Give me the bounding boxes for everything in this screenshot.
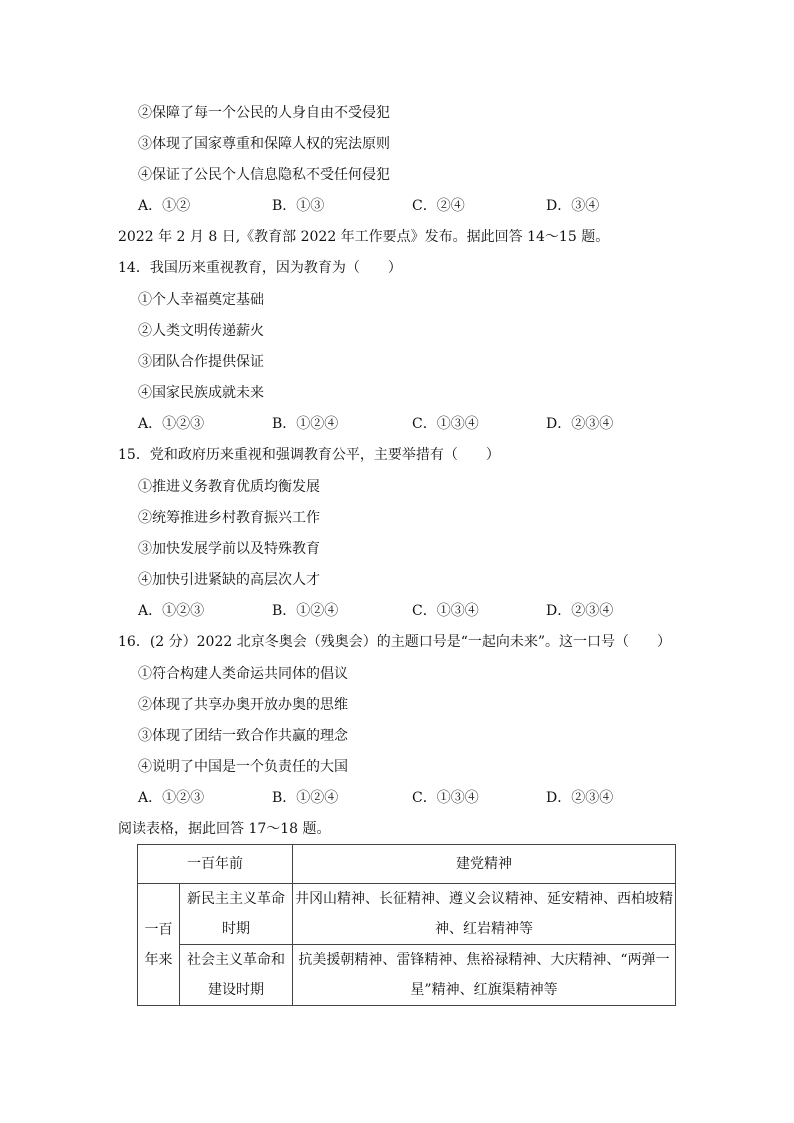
q14-option-1: ①个人幸福奠定基础 [138,292,264,308]
table-group-label: 一百年来 [138,884,180,1006]
q16-choice-b[interactable]: B．①②④ [272,790,339,806]
q16-option-3: ③体现了团结一致合作共赢的理念 [138,728,348,744]
table-spirit: 井冈山精神、长征精神、遵义会议精神、延安精神、西柏坡精神、红岩精神等 [293,884,676,945]
q13-choice-b[interactable]: B．①③ [272,198,325,214]
q13-choices [138,196,658,216]
q13-option-2: ②保障了每一个公民的人身自由不受侵犯 [138,105,390,121]
q14-choice-c[interactable]: C．①③④ [412,416,479,432]
q16-option-4: ④说明了中国是一个负责任的大国 [138,759,348,775]
table-header-right: 建党精神 [293,845,676,884]
intro-14-15: 2022 年 2 月 8 日,《教育部 2022 年工作要点》发布。据此回答 14～15 题。 [118,229,610,245]
q14-option-4: ④国家民族成就未来 [138,385,264,401]
q15-choice-d[interactable]: D．②③④ [546,603,614,619]
q13-option-4: ④保证了公民个人信息隐私不受任何侵犯 [138,167,390,183]
q14-choice-d[interactable]: D．②③④ [546,416,614,432]
table-row [138,945,676,1006]
q15-choice-a[interactable]: A．①②③ [138,603,205,619]
q14-choices [138,414,658,434]
table-period: 新民主主义革命时期 [180,884,293,945]
q14-choice-b[interactable]: B．①②④ [272,416,339,432]
q16-option-2: ②体现了共享办奥开放办奥的思维 [138,697,348,713]
q15-choice-c[interactable]: C．①③④ [412,603,479,619]
table-header-left: 一百年前 [138,845,293,884]
q15-option-4: ④加快引进紧缺的高层次人才 [138,572,320,588]
q14-option-3: ③团队合作提供保证 [138,354,264,370]
intro-17-18: 阅读表格，据此回答 17～18 题。 [118,821,331,837]
q15-option-2: ②统筹推进乡村教育振兴工作 [138,510,320,526]
table-header-row [138,845,676,884]
party-spirit-table [137,844,676,1006]
q13-choice-a[interactable]: A．①② [138,198,191,214]
q13-choice-d[interactable]: D．③④ [546,198,600,214]
q16-choice-d[interactable]: D．②③④ [546,790,614,806]
q14-stem: 14．我国历来重视教育，因为教育为（ ） [118,260,402,276]
q15-choice-b[interactable]: B．①②④ [272,603,339,619]
q16-choice-a[interactable]: A．①②③ [138,790,205,806]
q15-stem: 15．党和政府历来重视和强调教育公平，主要举措有（ ） [118,447,500,463]
q13-option-3: ③体现了国家尊重和保障人权的宪法原则 [138,136,390,152]
q16-choices [138,788,658,808]
q16-option-1: ①符合构建人类命运共同体的倡议 [138,666,348,682]
q13-choice-c[interactable]: C．②④ [412,198,465,214]
table-spirit: 抗美援朝精神、雷锋精神、焦裕禄精神、大庆精神、“两弹一星”精神、红旗渠精神等 [293,945,676,1006]
q14-choice-a[interactable]: A．①②③ [138,416,205,432]
table-row [138,884,676,945]
q15-choices [138,601,658,621]
q14-option-2: ②人类文明传递薪火 [138,323,264,339]
table-period: 社会主义革命和建设时期 [180,945,293,1006]
q16-stem: 16．(2 分）2022 北京冬奥会（残奥会）的主题口号是“一起向未来”。这一口号（ ） [118,634,672,650]
q15-option-3: ③加快发展学前以及特殊教育 [138,541,320,557]
q16-choice-c[interactable]: C．①③④ [412,790,479,806]
q15-option-1: ①推进义务教育优质均衡发展 [138,479,320,495]
